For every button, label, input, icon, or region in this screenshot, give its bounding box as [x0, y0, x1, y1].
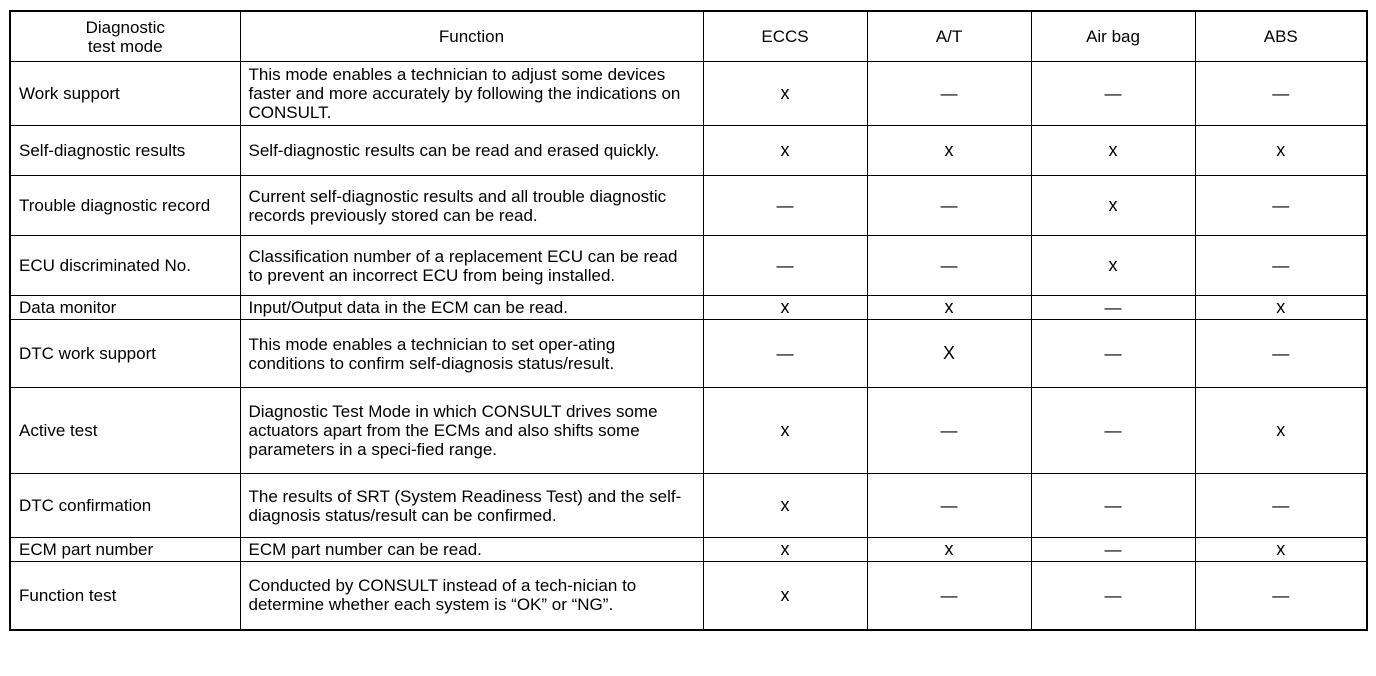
at-cell — [867, 320, 1031, 388]
abs-cell — [1195, 296, 1367, 320]
at-cell — [867, 176, 1031, 236]
eccs-cell — [703, 62, 867, 126]
mode-cell: DTC work support — [10, 320, 240, 388]
table-row — [10, 562, 1367, 630]
mode-cell: DTC confirmation — [10, 474, 240, 538]
mode-cell: Data monitor — [10, 296, 240, 320]
header-function: Function — [240, 11, 703, 62]
supported-mark: x — [780, 297, 790, 317]
diagnostic-mode-table — [9, 10, 1368, 631]
table-row — [10, 62, 1367, 126]
not-applicable-dash: — — [940, 421, 958, 440]
not-applicable-dash: — — [776, 256, 794, 275]
airbag-cell — [1031, 236, 1195, 296]
not-applicable-dash: — — [1104, 540, 1122, 559]
table-row — [10, 126, 1367, 176]
not-applicable-dash: — — [1272, 256, 1290, 275]
supported-mark: x — [780, 584, 790, 605]
at-cell — [867, 562, 1031, 630]
table-row — [10, 320, 1367, 388]
not-applicable-dash: — — [940, 84, 958, 103]
function-cell: Current self-diagnostic results and all trouble diagnostic records previously stored can be read. — [240, 176, 703, 236]
header-row — [10, 11, 1367, 62]
abs-cell — [1195, 562, 1367, 630]
mode-cell: ECM part number — [10, 538, 240, 562]
airbag-cell — [1031, 126, 1195, 176]
not-applicable-dash: — — [1272, 196, 1290, 215]
function-cell: ECM part number can be read. — [240, 538, 703, 562]
eccs-cell — [703, 474, 867, 538]
supported-mark: x — [944, 140, 954, 160]
mode-cell: Work support — [10, 62, 240, 126]
table-row — [10, 236, 1367, 296]
supported-mark: x — [944, 297, 954, 317]
eccs-cell — [703, 320, 867, 388]
supported-mark: x — [780, 539, 790, 559]
airbag-cell — [1031, 562, 1195, 630]
abs-cell — [1195, 320, 1367, 388]
table-row — [10, 538, 1367, 562]
airbag-cell — [1031, 538, 1195, 562]
not-applicable-dash: — — [776, 196, 794, 215]
not-applicable-dash: — — [1272, 496, 1290, 515]
function-cell: This mode enables a technician to adjust some devices faster and more accurately by following the indications on CONSULT. — [240, 62, 703, 126]
header-at: A/T — [867, 11, 1031, 62]
airbag-cell — [1031, 320, 1195, 388]
function-cell: Input/Output data in the ECM can be read. — [240, 296, 703, 320]
abs-cell — [1195, 62, 1367, 126]
not-applicable-dash: — — [1272, 84, 1290, 103]
at-cell — [867, 62, 1031, 126]
supported-mark: x — [1108, 255, 1118, 275]
header-diagnostic-test-mode: Diagnostic test mode — [10, 11, 240, 62]
mode-cell: Self-diagnostic results — [10, 126, 240, 176]
not-applicable-dash: — — [1272, 585, 1290, 605]
not-applicable-dash: — — [1104, 298, 1122, 317]
mode-cell: Active test — [10, 388, 240, 474]
at-cell — [867, 296, 1031, 320]
eccs-cell — [703, 176, 867, 236]
not-applicable-dash: — — [1104, 344, 1122, 363]
not-applicable-dash: — — [1272, 344, 1290, 363]
airbag-cell — [1031, 474, 1195, 538]
function-cell: Self-diagnostic results can be read and erased quickly. — [240, 126, 703, 176]
function-cell: This mode enables a technician to set oper-ating conditions to confirm self-diagnosis status/result. — [240, 320, 703, 388]
at-cell — [867, 474, 1031, 538]
not-applicable-dash: — — [940, 196, 958, 215]
supported-mark: x — [780, 83, 790, 103]
supported-mark: x — [1276, 539, 1286, 559]
supported-mark: x — [780, 495, 790, 515]
not-applicable-dash: — — [776, 344, 794, 363]
abs-cell — [1195, 474, 1367, 538]
at-cell — [867, 236, 1031, 296]
mode-cell: Trouble diagnostic record — [10, 176, 240, 236]
not-applicable-dash: — — [940, 496, 958, 515]
abs-cell — [1195, 236, 1367, 296]
function-cell: Conducted by CONSULT instead of a tech-nician to determine whether each system is “OK” or “NG”. — [240, 562, 703, 630]
supported-mark: x — [1276, 297, 1286, 317]
not-applicable-dash: — — [940, 256, 958, 275]
at-cell — [867, 126, 1031, 176]
not-applicable-dash: — — [1104, 84, 1122, 103]
mode-cell: ECU discriminated No. — [10, 236, 240, 296]
supported-mark: x — [1108, 195, 1118, 215]
airbag-cell — [1031, 62, 1195, 126]
at-cell — [867, 538, 1031, 562]
supported-mark: x — [780, 140, 790, 160]
supported-mark: x — [1276, 140, 1286, 160]
abs-cell — [1195, 176, 1367, 236]
abs-cell — [1195, 388, 1367, 474]
not-applicable-dash: — — [940, 585, 958, 605]
eccs-cell — [703, 538, 867, 562]
header-abs: ABS — [1195, 11, 1367, 62]
airbag-cell — [1031, 388, 1195, 474]
not-applicable-dash: — — [1104, 496, 1122, 515]
supported-mark: x — [1276, 420, 1286, 440]
eccs-cell — [703, 296, 867, 320]
table-row — [10, 296, 1367, 320]
at-cell — [867, 388, 1031, 474]
eccs-cell — [703, 388, 867, 474]
not-applicable-dash: — — [1104, 585, 1122, 605]
supported-mark: x — [1108, 140, 1118, 160]
supported-mark: X — [942, 343, 955, 363]
function-cell: Classification number of a replacement ECU can be read to prevent an incorrect ECU from being installed. — [240, 236, 703, 296]
airbag-cell — [1031, 176, 1195, 236]
airbag-cell — [1031, 296, 1195, 320]
table-row — [10, 388, 1367, 474]
function-cell: The results of SRT (System Readiness Test) and the self-diagnosis status/result can be confirmed. — [240, 474, 703, 538]
eccs-cell — [703, 126, 867, 176]
header-eccs: ECCS — [703, 11, 867, 62]
eccs-cell — [703, 236, 867, 296]
supported-mark: x — [780, 420, 790, 440]
abs-cell — [1195, 126, 1367, 176]
mode-cell: Function test — [10, 562, 240, 630]
function-cell: Diagnostic Test Mode in which CONSULT drives some actuators apart from the ECMs and also shifts some parameters in a speci-fied range. — [240, 388, 703, 474]
eccs-cell — [703, 562, 867, 630]
header-air-bag: Air bag — [1031, 11, 1195, 62]
supported-mark: x — [944, 539, 954, 559]
table-row — [10, 176, 1367, 236]
table-row — [10, 474, 1367, 538]
abs-cell — [1195, 538, 1367, 562]
not-applicable-dash: — — [1104, 421, 1122, 440]
